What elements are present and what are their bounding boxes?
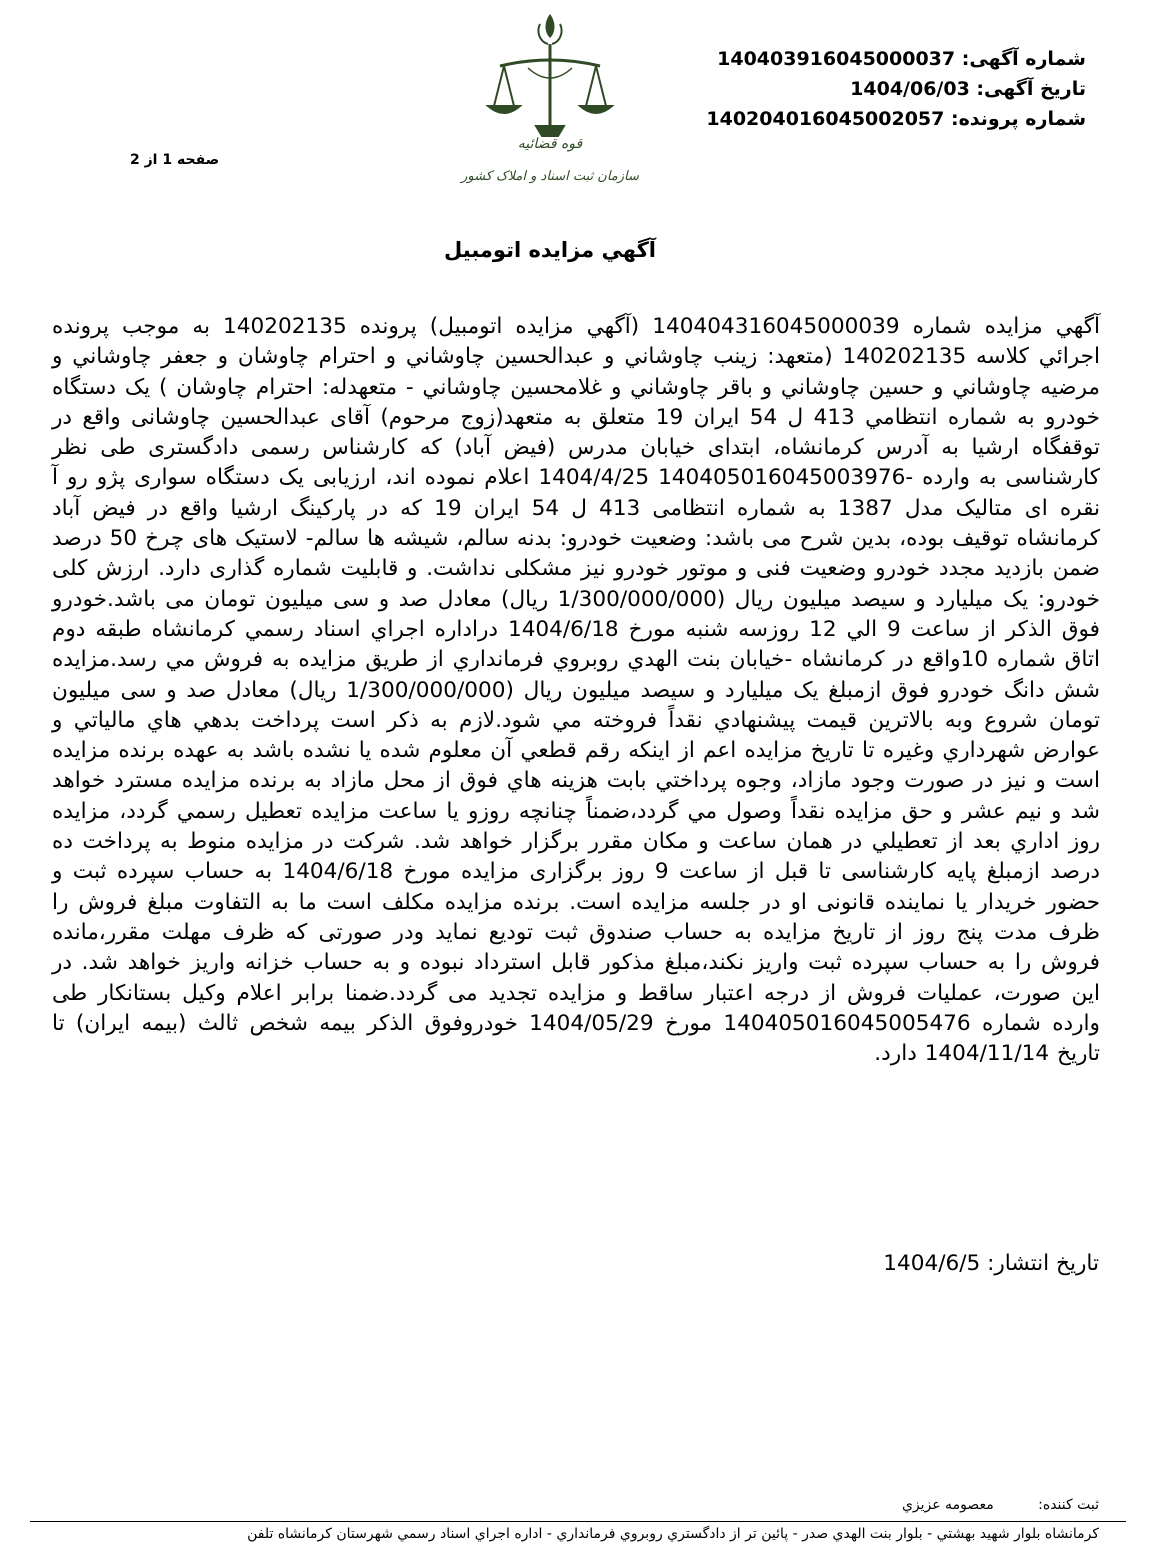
publish-date-row: [883, 1251, 1099, 1276]
notice-body: آگهي مزايده شماره 140404316045000039 (آگهي مزايده اتومبيل) پرونده 140202135 به موجب پرونده اجرائي كلاسه 140202135 (متعهد: زينب چاوشاني و عبدالحسين چاوشاني و احترام چاوشان و جعفر چاوشاني و مرضيه چاوشاني و حسين چاوشاني و باقر چاوشاني و غلامحسين چاوشاني - متعهدله: احترام چاوشان ) يک دستگاه خودرو به شماره انتظامي 413 ل 54 ايران 19 متعلق به متعهد(زوج مرحوم) آقای عبدالحسین چاوشانی واقع در توقفگاه ارشیا به آدرس کرمانشاه، ابتدای خیابان مدرس (فیض آباد) که کارشناس رسمی دادگستری طی نظر کارشناسی به وارده -140405016045003976 1404/4/25 اعلام نموده اند، ارزیابی یک دستگاه سواری پژو رو آ نقره ای متالیک مدل 1387 به شماره انتظامی 413 ل 54 ایران 19 که در پارکینگ ارشیا واقع در فیض آباد کرمانشاه توقیف بوده، بدین شرح می باشد: وضعیت خودرو: بدنه سالم، شیشه ها سالم- لاستیک های چرخ 50 درصد ضمن بازدید مجدد خودرو وضعیت فنی و موتور خودرو نیز مشکلی نداشت. و قابلیت شماره گذاری دارد. ارزش کلی خودرو: یک میلیارد و سیصد میلیون ریال (1/300/000/000 ریال) معادل صد و سی میلیون تومان می باشد.خودرو فوق الذكر از ساعت 9 الي 12 روزسه شنبه مورخ 1404/6/18 دراداره اجراي اسناد رسمي كرمانشاه طبقه دوم اتاق شماره 10واقع در كرمانشاه -خيابان بنت الهدي روبروي فرمانداري از طريق مزايده به فروش مي رسد.مزايده شش دانگ خودرو فوق ازمبلغ يک ميليارد و سيصد ميليون ريال (1/300/000/000 ريال) معادل صد و سی میلیون تومان شروع وبه بالاترين قيمت پيشنهادي نقداً فروخته مي شود.لازم به ذكر است پرداخت بدهي هاي مالياتي و عوارض شهرداري وغيره تا تاريخ مزايده اعم از اينكه رقم قطعي آن معلوم شده يا نشده باشد به عهده برنده مزايده است و نيز در صورت وجود مازاد، وجوه پرداختي بابت هزينه هاي فوق از محل مازاد به برنده مزايده مسترد خواهد شد و نيم عشر و حق مزايده نقداً وصول مي گردد،ضمناً چنانچه روزو يا ساعت مزايده تعطيل رسمي گردد، مزايده روز اداري بعد از تعطيلي در همان ساعت و مكان مقرر برگزار خواهد شد. شرکت در مزایده منوط به پرداخت ده درصد ازمبلغ پایه کارشناسی تا قبل از ساعت 9 روز برگزاری مزایده مورخ 1404/6/18 به حساب سپرده ثبت و حضور خریدار یا نماینده قانونی او در جلسه مزایده است. برنده مزایده مکلف است ما به التفاوت مبلغ فروش را ظرف مدت پنج روز از تاریخ مزایده به حساب صندوق ثبت تودیع نماید ودر صورتی که ظرف مهلت مقرر،مانده فروش را به حساب سپرده ثبت واریز نکند،مبلغ مذکور قابل استرداد نبوده و به حساب خزانه واریز خواهد شد. در این صورت، عملیات فروش از درجه اعتبار ساقط و مزایده تجدید می گردد.ضمنا برابر اعلام وکیل بستانکار طی وارده شماره 140405016045005476 مورخ 1404/05/29 خودروفوق الذکر بیمه شخص ثالث (بیمه ایران) تا تاریخ 1404/11/14 دارد.: [52, 314, 1101, 1067]
emblem-bottom-text: سازمان ثبت اسناد و املاک کشور: [461, 169, 639, 184]
page-title: آگهي مزايده اتومبيل: [444, 238, 656, 262]
footer-divider: [30, 1521, 1126, 1522]
notice-number-row: [706, 44, 1086, 74]
emblem-top-text: قوه قضائیه: [517, 136, 583, 152]
notice-number-label: شماره آگهی:: [961, 48, 1086, 70]
scales-of-justice-icon: [488, 14, 612, 136]
case-number-row: [706, 104, 1086, 134]
notice-metadata: [706, 44, 1086, 134]
judiciary-emblem: [461, 8, 639, 193]
notice-date-label: تاریخ آگهی:: [976, 78, 1086, 100]
case-number-label: شماره پرونده:: [950, 108, 1086, 130]
registrar-label: ثبت كننده:: [1038, 1497, 1099, 1513]
notice-number-value: 140403916045000037: [717, 48, 956, 70]
page-indicator: صفحه 1 از 2: [130, 152, 220, 168]
publish-date-label: تاریخ انتشار:: [987, 1251, 1099, 1276]
registrar-name: معصومه عزيزي: [901, 1497, 994, 1513]
notice-date-row: [706, 74, 1086, 104]
notice-date-value: 1404/06/03: [850, 78, 970, 100]
registrar-row: [902, 1497, 1099, 1513]
footer-address: كرمانشاه بلوار شهيد بهشتي - بلوار بنت الهدي صدر - پائين تر از دادگستري روبروي فرمانداري - اداره اجراي اسناد رسمي شهرستان كرمانشاه تلفن: [247, 1526, 1099, 1542]
publish-date-value: 1404/6/5: [883, 1251, 981, 1276]
case-number-value: 140204016045002057: [706, 108, 945, 130]
